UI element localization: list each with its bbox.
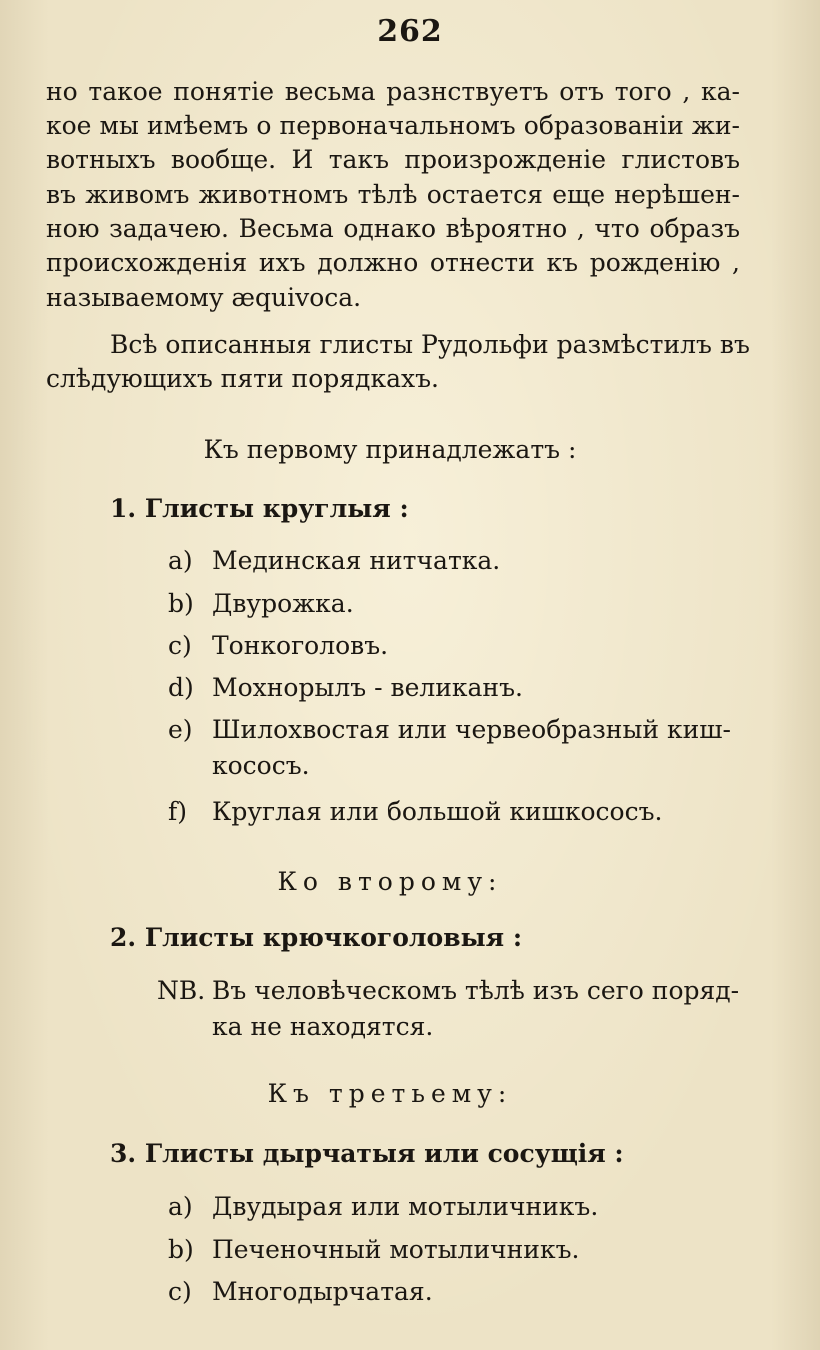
subitem-text: Мединская нитчатка. xyxy=(212,546,501,575)
nb-label: NB. xyxy=(157,976,206,1005)
subitem-label: c) xyxy=(168,1277,192,1306)
paragraph1-line-4: въ живомъ животномъ тѣлѣ остается еще нерѣшен- xyxy=(46,180,740,209)
subitem-label: b) xyxy=(168,1235,194,1264)
paragraph2-line-1: Всѣ описанныя глисты Рудольфи размѣстилъ въ xyxy=(110,330,750,359)
section3-subitem-a xyxy=(168,1191,598,1223)
subitem-text: Тонкоголовъ. xyxy=(212,631,389,660)
section1-item xyxy=(110,493,409,525)
section1-item-title: Глисты круглыя : xyxy=(144,494,409,523)
subitem-text: Печеночный мотыличникъ. xyxy=(212,1235,580,1264)
subitem-label: e) xyxy=(168,715,193,744)
subitem-text: Двудырая или мотыличникъ. xyxy=(212,1192,599,1221)
section1-subitem-a xyxy=(168,545,500,577)
subitem-text: Круглая или большой кишкососъ. xyxy=(212,797,663,826)
section1-subitem-c xyxy=(168,630,388,662)
subitem-label: c) xyxy=(168,631,192,660)
section1-subitem-d xyxy=(168,672,523,704)
section2-item-title: Глисты крючкоголовыя : xyxy=(144,923,523,952)
paragraph1-line-7: называемому æquivoca. xyxy=(46,283,362,312)
paragraph1-line-3: вотныхъ вообще. И такъ произрожденіе глистовъ xyxy=(46,145,740,174)
section2-item-number: 2. xyxy=(110,923,137,952)
subitem-text: Шилохвостая или червеобразный киш- xyxy=(212,715,731,744)
subitem-label: a) xyxy=(168,546,193,575)
section3-item xyxy=(110,1138,624,1170)
section3-heading: Къ третьему: xyxy=(267,1079,513,1108)
section3-subitem-c xyxy=(168,1276,433,1308)
subitem-text: Многодырчатая. xyxy=(212,1277,433,1306)
section1-subitem-f xyxy=(168,796,662,828)
section3-subitem-b xyxy=(168,1234,579,1266)
paragraph2-line-2: слѣдующихъ пяти порядкахъ. xyxy=(46,364,439,393)
section1-subitem-e xyxy=(168,714,740,746)
section1-subitem-e-continuation: кососъ. xyxy=(212,751,310,780)
subitem-label: b) xyxy=(168,589,194,618)
section2-note xyxy=(157,975,739,1007)
paragraph1-line-2: кое мы имѣемъ о первоначальномъ образованіи жи- xyxy=(46,111,740,140)
section1-heading: Къ первому принадлежатъ : xyxy=(203,435,577,464)
section2-item xyxy=(110,922,522,954)
subitem-label: d) xyxy=(168,673,194,702)
subitem-text: Двурожка. xyxy=(212,589,354,618)
paragraph1-line-6: происхожденія ихъ должно отнести къ рожденію , xyxy=(46,248,740,277)
nb-text: Въ человѣческомъ тѣлѣ изъ сего поряд- xyxy=(212,976,740,1005)
subitem-text: Мохнорылъ - великанъ. xyxy=(212,673,523,702)
section2-note-continuation: ка не находятся. xyxy=(212,1012,434,1041)
section3-item-number: 3. xyxy=(110,1139,137,1168)
section1-item-number: 1. xyxy=(110,494,137,523)
subitem-label: a) xyxy=(168,1192,193,1221)
paragraph1-line-1: но такое понятіе весьма разнствуетъ отъ того , ка- xyxy=(46,77,740,106)
subitem-label: f) xyxy=(168,797,188,826)
section1-subitem-b xyxy=(168,588,354,620)
paragraph1-line-5: ною задачею. Весьма однако вѣроятно , что образъ xyxy=(46,214,740,243)
section2-heading: Ко второму: xyxy=(277,867,503,896)
page-number: 262 xyxy=(377,14,443,49)
section3-item-title: Глисты дырчатыя или сосущія : xyxy=(144,1139,624,1168)
